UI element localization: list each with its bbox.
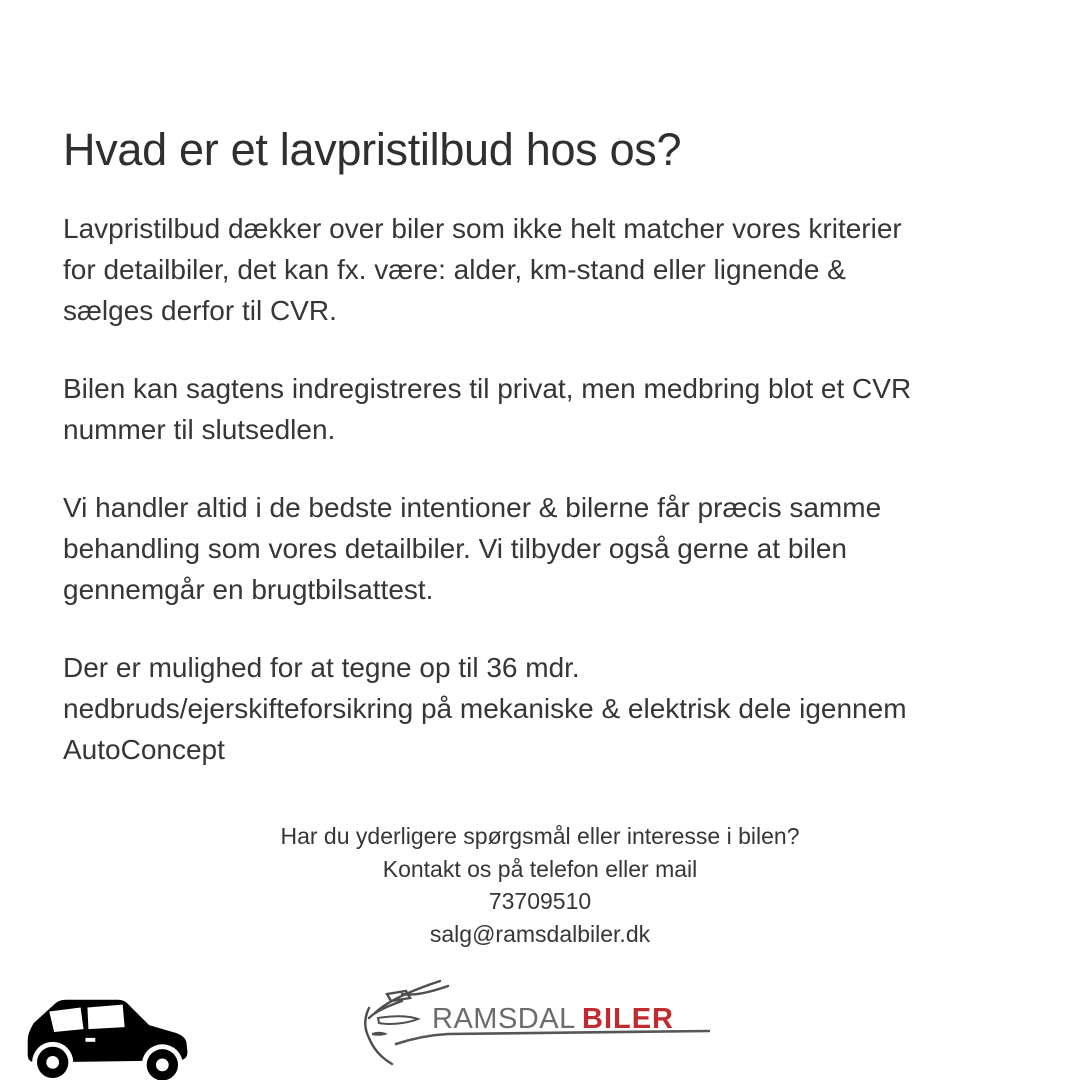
logo-brand-suffix-text: BILER [582,1003,674,1035]
car-silhouette-icon [22,986,194,1080]
logo-brand-text: RAMSDAL [432,1003,576,1035]
paragraph [63,647,1040,770]
contact-question: Har du yderligere spørgsmål eller interesse i bilen? [280,823,800,849]
contact-block [0,820,1080,950]
paragraph [63,487,1040,610]
text-line: gennemgår en brugtbilsattest. [63,574,434,605]
text-line: Der er mulighed for at tegne op til 36 mdr. [63,652,580,683]
body-text [63,208,1040,807]
contact-email: salg@ramsdalbiler.dk [429,920,651,947]
text-line: nummer til slutsedlen. [63,414,336,445]
contact-prompt: Kontakt os på telefon eller mail [382,855,698,882]
text-line: sælges derfor til CVR. [63,295,337,326]
text-line: Bilen kan sagtens indregistreres til privat, men medbring blot et CVR [63,373,912,404]
text-line: AutoConcept [63,734,225,765]
text-line: Vi handler altid i de bedste intentioner & bilerne får præcis samme [63,492,882,523]
text-line: Lavpristilbud dækker over biler som ikke helt matcher vores kriterier [63,213,902,244]
paragraph [63,208,1040,331]
page-title: Hvad er et lavpristilbud hos os? [63,124,682,176]
contact-phone: 73709510 [488,888,592,914]
text-line: for detailbiler, det kan fx. være: alder, km-stand eller lignende & [63,254,846,285]
paragraph [63,368,1040,450]
ramsdal-biler-logo [362,978,710,1070]
text-line: nedbruds/ejerskifteforsikring på mekaniske & elektrisk dele igennem [63,693,907,724]
text-line: behandling som vores detailbiler. Vi tilbyder også gerne at bilen [63,533,847,564]
